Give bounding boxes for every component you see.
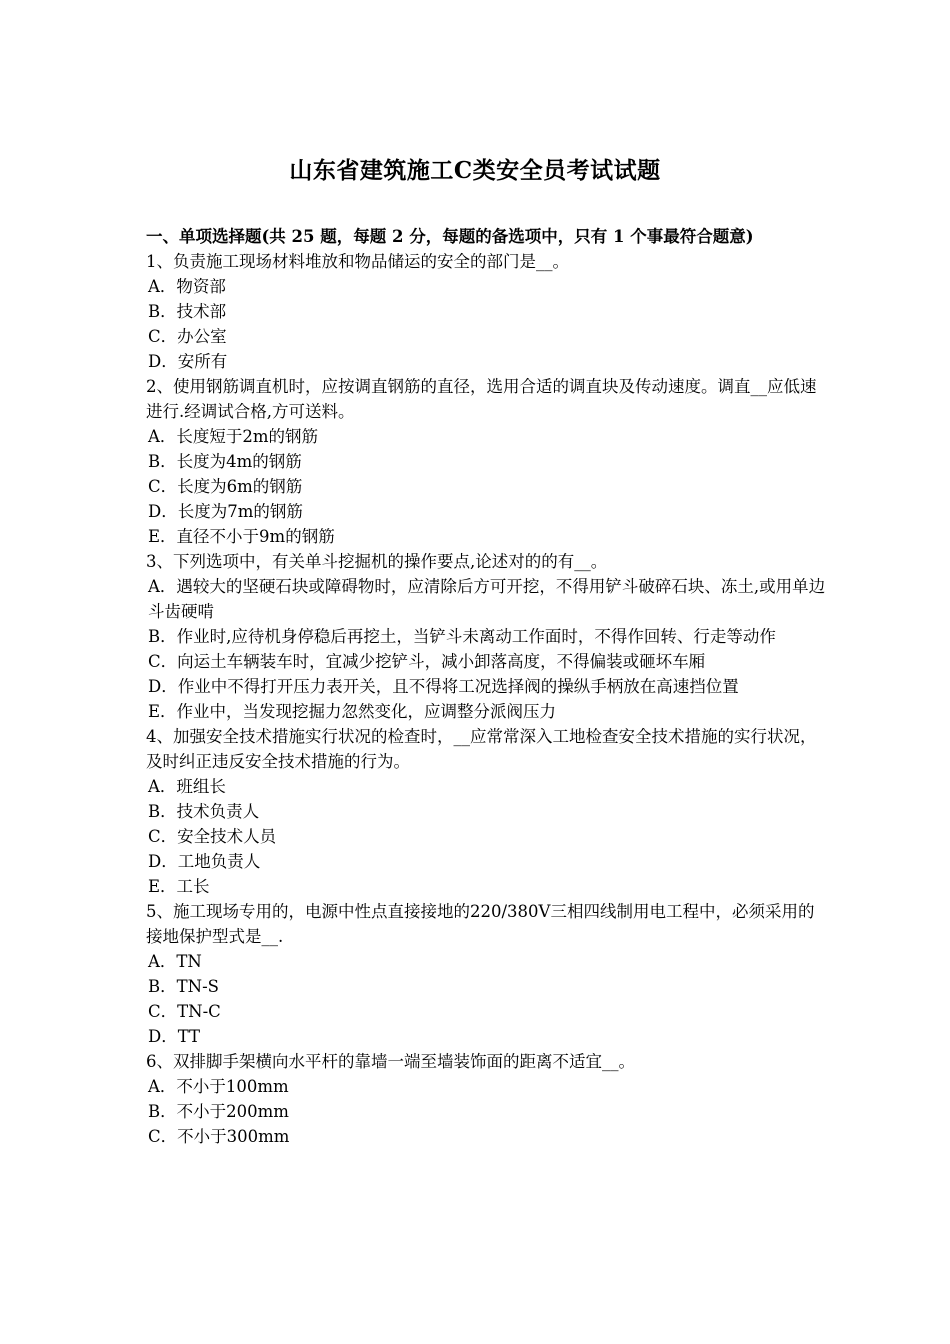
option-d: D．长度为7m的钢筋 [148, 502, 303, 521]
question-2 [146, 374, 826, 549]
option-e: E．直径不小于9m的钢筋 [148, 527, 335, 546]
section-heading: 一、单项选择题(共 25 题，每题 2 分，每题的备选项中，只有 1 个事最符合题意) [146, 227, 754, 246]
option-d: D．作业中不得打开压力表开关，且不得将工况选择阀的操纵手柄放在高速挡位置 [148, 677, 739, 696]
question-6 [146, 1049, 826, 1149]
question-stem: 1、负责施工现场材料堆放和物品储运的安全的部门是__。 [146, 252, 569, 271]
question-stem: 2、使用钢筋调直机时，应按调直钢筋的直径，选用合适的调直块及传动速度。调直__应低速进行.经调试合格,方可送料。 [146, 377, 817, 421]
option-c: C．办公室 [148, 327, 227, 346]
option-b: B．技术负责人 [148, 802, 260, 821]
option-a: A．长度短于2m的钢筋 [148, 427, 319, 446]
option-b: B．作业时,应待机身停稳后再挖土，当铲斗未离动工作面时，不得作回转、行走等动作 [148, 627, 776, 646]
question-1 [146, 249, 826, 374]
option-c: C．长度为6m的钢筋 [148, 477, 303, 496]
option-a: A．TN [148, 952, 202, 971]
option-c: C．安全技术人员 [148, 827, 277, 846]
option-b: B．长度为4m的钢筋 [148, 452, 302, 471]
question-5 [146, 899, 826, 1049]
option-a: A．物资部 [148, 277, 226, 296]
option-d: D．安所有 [148, 352, 228, 371]
document-body [146, 224, 826, 1149]
question-3 [146, 549, 826, 724]
option-b: B．技术部 [148, 302, 227, 321]
document-title: 山东省建筑施工C类安全员考试试题 [289, 157, 661, 184]
option-a: A．不小于100mm [148, 1077, 289, 1096]
option-b: B．TN-S [148, 977, 219, 996]
option-d: D．TT [148, 1027, 201, 1046]
question-stem: 3、下列选项中，有关单斗挖掘机的操作要点,论述对的的有__。 [146, 552, 608, 571]
option-a: A．遇较大的坚硬石块或障碍物时，应清除后方可开挖，不得用铲斗破碎石块、冻土,或用单边斗齿硬啃 [148, 577, 826, 621]
option-a: A．班组长 [148, 777, 226, 796]
question-stem: 5、施工现场专用的，电源中性点直接接地的220/380V三相四线制用电工程中，必须采用的接地保护型式是__. [146, 902, 815, 946]
option-e: E．工长 [148, 877, 210, 896]
option-e: E．作业中，当发现挖掘力忽然变化，应调整分派阀压力 [148, 702, 557, 721]
question-stem: 4、加强安全技术措施实行状况的检查时，__应常常深入工地检查安全技术措施的实行状况，及时纠正违反安全技术措施的行为。 [146, 727, 817, 771]
question-stem: 6、双排脚手架横向水平杆的靠墙一端至墙装饰面的距离不适宜__。 [146, 1052, 635, 1071]
option-d: D．工地负责人 [148, 852, 261, 871]
option-c: C．向运土车辆装车时，宜减少挖铲斗，减小卸落高度，不得偏装或砸坏车厢 [148, 652, 706, 671]
option-c: C．TN-C [148, 1002, 221, 1021]
option-b: B．不小于200mm [148, 1102, 289, 1121]
question-4 [146, 724, 826, 899]
option-c: C．不小于300mm [148, 1127, 290, 1146]
